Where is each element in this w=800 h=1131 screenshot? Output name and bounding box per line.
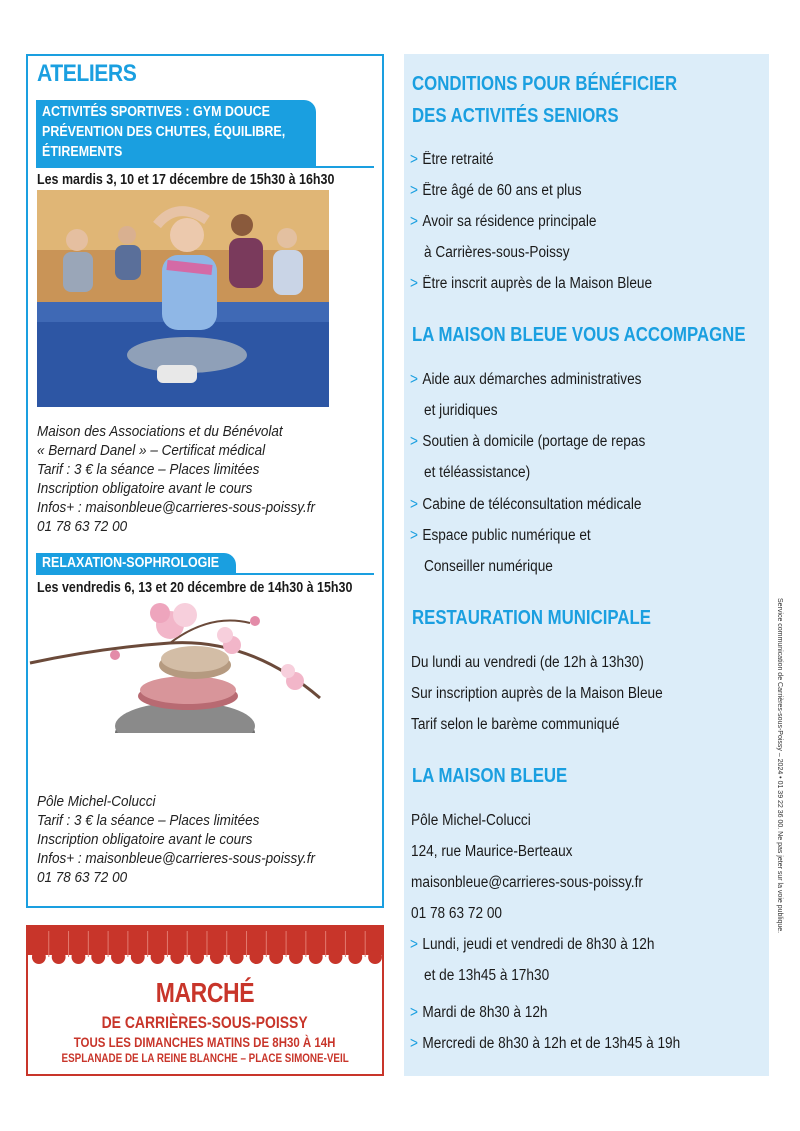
gym-tab-line: ÉTIREMENTS [42,144,123,160]
condition-item: > Avoir sa résidence principale [410,213,597,230]
gym-info-line[interactable]: Infos+ : maisonbleue@carrieres-sous-poissy.fr [37,499,315,516]
gym-tab-line: ACTIVITÉS SPORTIVES : GYM DOUCE [42,104,270,120]
relax-tab-label: RELAXATION-SOPHROLOGIE [42,555,220,571]
restauration-line: Sur inscription auprès de la Maison Bleue [411,685,663,702]
chevron-right-icon: > [410,371,418,388]
gym-dates: Les mardis 3, 10 et 17 décembre de 15h30 à 16h30 [37,172,335,188]
gym-info-line: 01 78 63 72 00 [37,518,128,535]
service-item: > Aide aux démarches administratives [410,371,642,388]
marche-schedule: TOUS LES DIMANCHES MATINS DE 8H30 À 14H [74,1034,336,1050]
gym-info-line: « Bernard Danel » – Certificat médical [37,442,266,459]
conditions-title: CONDITIONS POUR BÉNÉFICIER [412,73,678,95]
chevron-right-icon: > [410,182,418,199]
hours-item: > Mercredi de 8h30 à 12h et de 13h45 à 19h [410,1035,681,1052]
gym-info-line: Tarif : 3 € la séance – Places limitées [37,461,260,478]
service-item-continued: et juridiques [424,402,498,419]
conditions-title: DES ACTIVITÉS SENIORS [412,105,619,127]
chevron-right-icon: > [410,496,418,513]
relax-info-line[interactable]: Infos+ : maisonbleue@carrieres-sous-poissy.fr [37,850,315,867]
restauration-line: Tarif selon le barème communiqué [411,716,620,733]
relax-info [37,792,346,887]
relax-dates: Les vendredis 6, 13 et 20 décembre de 14h30 à 15h30 [37,580,353,596]
relax-info-line: Tarif : 3 € la séance – Places limitées [37,812,260,829]
ateliers-title: ATELIERS [37,60,137,87]
condition-item: > Être âgé de 60 ans et plus [410,182,582,199]
maison-address-line: 124, rue Maurice-Berteaux [411,843,573,860]
legal-side-note: Service communication de Carrières-sous-Poissy – 2024 • 01 39 22 36 00. Ne pas jeter sur la voie publique. [776,598,783,934]
maison-phone: 01 78 63 72 00 [411,905,503,922]
marche-subtitle: DE CARRIÈRES-SOUS-POISSY [101,1013,309,1032]
chevron-right-icon: > [410,936,418,953]
maison-address-line: Pôle Michel-Colucci [411,812,531,829]
chevron-right-icon: > [410,213,418,230]
hours-item: > Mardi de 8h30 à 12h [410,1004,548,1021]
awning-icon [28,927,382,971]
accompagne-title: LA MAISON BLEUE VOUS ACCOMPAGNE [412,324,746,346]
restauration-title: RESTAURATION MUNICIPALE [412,607,651,629]
gym-photo [37,190,329,407]
relax-info-line: 01 78 63 72 00 [37,869,128,886]
gym-info-line: Maison des Associations et du Bénévolat [37,423,283,440]
chevron-right-icon: > [410,151,418,168]
service-item: > Cabine de téléconsultation médicale [410,496,642,513]
condition-item: > Être retraité [410,151,494,168]
hours-item-continued: et de 13h45 à 17h30 [424,967,550,984]
gym-tab-underline [36,166,374,168]
service-item: > Espace public numérique et [410,527,591,544]
gym-info-line: Inscription obligatoire avant le cours [37,480,253,497]
relax-info-line: Pôle Michel-Colucci [37,793,156,810]
chevron-right-icon: > [410,433,418,450]
zen-stones-photo [20,553,340,733]
maison-email[interactable]: maisonbleue@carrieres-sous-poissy.fr [411,874,643,891]
service-item-continued: Conseiller numérique [424,558,553,575]
seniors-info-panel [404,54,769,1076]
service-item-continued: et téléassistance) [424,464,531,481]
gym-tab [36,100,316,166]
marche-box [26,925,384,1076]
chevron-right-icon: > [410,527,418,544]
hours-item: > Lundi, jeudi et vendredi de 8h30 à 12h [410,936,655,953]
restauration-line: Du lundi au vendredi (de 12h à 13h30) [411,654,644,671]
marche-location: ESPLANADE DE LA REINE BLANCHE – PLACE SIMONE-VEIL [61,1051,349,1065]
marche-title: MARCHÉ [155,977,255,1008]
maison-title: LA MAISON BLEUE [412,765,568,787]
gym-tab-line: PRÉVENTION DES CHUTES, ÉQUILIBRE, [42,124,286,140]
gym-info [37,422,346,536]
condition-item-continued: à Carrières-sous-Poissy [424,244,570,261]
chevron-right-icon: > [410,1004,418,1021]
condition-item: > Être inscrit auprès de la Maison Bleue [410,275,653,292]
chevron-right-icon: > [410,1035,418,1052]
chevron-right-icon: > [410,275,418,292]
relax-info-line: Inscription obligatoire avant le cours [37,831,253,848]
service-item: > Soutien à domicile (portage de repas [410,433,646,450]
ateliers-box [26,54,384,908]
